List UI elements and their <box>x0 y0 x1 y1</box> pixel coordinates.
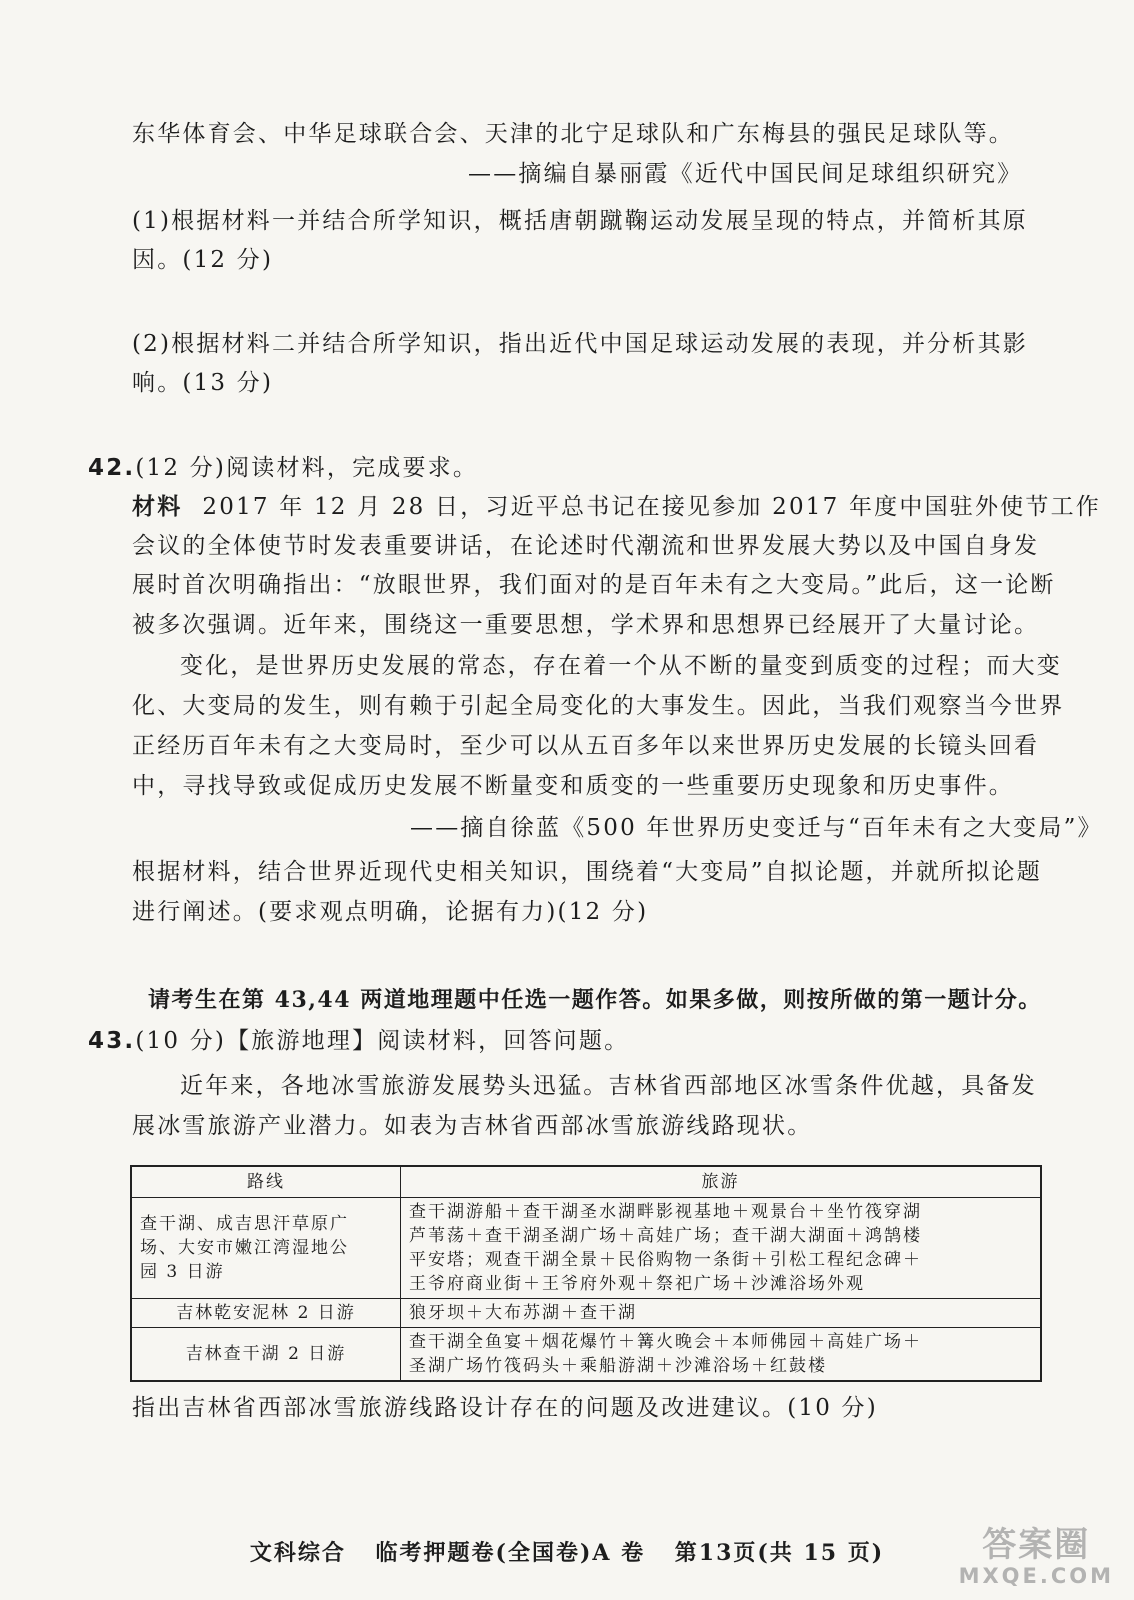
q41-sub1-line1: (1)根据材料一并结合所学知识，概括唐朝蹴鞠运动发展呈现的特点，并简析其原 <box>132 208 1028 234</box>
tour-route-table <box>130 1165 1042 1382</box>
tour-line: 查干湖全鱼宴＋烟花爆竹＋篝火晚会＋本师佛园＋高娃广场＋ <box>409 1332 922 1352</box>
material2-source: ——摘编自暴丽霞《近代中国民间足球组织研究》 <box>468 161 1023 187</box>
q41-sub1-line2: 因。(12 分) <box>132 247 274 273</box>
route-line: 园 3 日游 <box>140 1262 225 1282</box>
q42-p1-line1 <box>132 491 1101 523</box>
footer-paper: 临考押题卷(全国卷)A 卷 <box>375 1540 646 1566</box>
q42-p2-line3: 正经历百年未有之大变局时，至少可以从五百多年以来世界历史发展的长镜头回看 <box>132 733 1040 759</box>
tour-line: 芦苇荡＋查干湖圣湖广场＋高娃广场；查干湖大湖面＋鸿鹄楼 <box>409 1226 922 1246</box>
table-row <box>131 1198 1041 1299</box>
q41-sub2-line1: (2)根据材料二并结合所学知识，指出近代中国足球运动发展的表现，并分析其影 <box>132 331 1028 357</box>
tour-cell <box>401 1328 1042 1382</box>
watermark-logo: 答案圈 <box>982 1525 1091 1565</box>
q43-number: 43. <box>88 1028 136 1054</box>
tour-cell <box>401 1198 1042 1299</box>
q42-p1-line1-text: 2017 年 12 月 28 日，习近平总书记在接见参加 2017 年度中国驻外使节工作 <box>202 494 1101 520</box>
q42-p1-line4: 被多次强调。近年来，围绕这一重要思想，学术界和思想界已经展开了大量讨论。 <box>132 612 1040 638</box>
table-header-route: 路线 <box>131 1166 401 1198</box>
q42-p2-line4: 中，寻找导致或促成历史发展不断量变和质变的一些重要历史现象和历史事件。 <box>132 773 1014 799</box>
route-cell <box>131 1198 401 1299</box>
tour-line: 王爷府商业街＋王爷府外观＋祭祀广场＋沙滩浴场外观 <box>409 1274 865 1294</box>
route-cell <box>131 1299 401 1328</box>
material2-tail: 东华体育会、中华足球联合会、天津的北宁足球队和广东梅县的强民足球队等。 <box>132 121 1014 147</box>
table-header-tour: 旅游 <box>401 1166 1042 1198</box>
q42-task-line2: 进行阐述。(要求观点明确，论据有力)(12 分) <box>132 899 649 925</box>
route-line: 场、大安市嫩江湾湿地公 <box>140 1238 349 1258</box>
table-row <box>131 1328 1041 1382</box>
q42-header <box>88 452 478 484</box>
tour-line: 圣湖广场竹筏码头＋乘船游湖＋沙滩浴场＋红鼓楼 <box>409 1356 827 1376</box>
footer-page-number: 第13页(共 15 页) <box>674 1540 885 1566</box>
route-cell <box>131 1328 401 1382</box>
q42-p2-line1: 变化，是世界历史发展的常态，存在着一个从不断的量变到质变的过程；而大变 <box>180 653 1062 679</box>
q42-material-label: 材料 <box>132 493 183 520</box>
tour-line: 狼牙坝＋大布苏湖＋查干湖 <box>409 1303 637 1323</box>
site-watermark <box>959 1517 1114 1588</box>
choice-note: 请考生在第 43,44 两道地理题中任选一题作答。如果多做，则按所做的第一题计分。 <box>148 987 1042 1013</box>
route-line: 吉林乾安泥林 2 日游 <box>176 1303 356 1323</box>
route-line: 吉林查干湖 2 日游 <box>185 1344 347 1364</box>
q42-number: 42. <box>88 455 136 481</box>
q41-sub2-line2: 响。(13 分) <box>132 370 274 396</box>
tour-line: 平安塔；观查干湖全景＋民俗购物一条街＋引松工程纪念碑＋ <box>409 1250 922 1270</box>
q42-intro: (12 分)阅读材料，完成要求。 <box>135 455 479 481</box>
tour-cell <box>401 1299 1042 1328</box>
q42-p2-line2: 化、大变局的发生，则有赖于引起全局变化的大事发生。因此，当我们观察当今世界 <box>132 693 1065 719</box>
tour-line: 查干湖游船＋查干湖圣水湖畔影视基地＋观景台＋坐竹筏穿湖 <box>409 1202 922 1222</box>
table-row <box>131 1299 1041 1328</box>
q43-p1-line2: 展冰雪旅游产业潜力。如表为吉林省西部冰雪旅游线路现状。 <box>132 1113 813 1139</box>
q43-intro: (10 分)【旅游地理】阅读材料，回答问题。 <box>135 1028 630 1054</box>
q43-p1-line1: 近年来，各地冰雪旅游发展势头迅猛。吉林省西部地区冰雪条件优越，具备发 <box>180 1073 1037 1099</box>
route-line: 查干湖、成吉思汗草原广 <box>140 1214 349 1234</box>
q42-task-line1: 根据材料，结合世界近现代史相关知识，围绕着“大变局”自拟论题，并就所拟论题 <box>132 859 1042 885</box>
q43-task: 指出吉林省西部冰雪旅游线路设计存在的问题及改进建议。(10 分) <box>132 1395 878 1421</box>
q43-header <box>88 1025 629 1057</box>
footer-subject: 文科综合 <box>249 1540 346 1566</box>
q42-source: ——摘自徐蓝《500 年世界历史变迁与“百年未有之大变局”》 <box>410 815 1103 841</box>
q42-p1-line2: 会议的全体使节时发表重要讲话，在论述时代潮流和世界发展大势以及中国自身发 <box>132 533 1040 559</box>
watermark-url: MXQE.COM <box>958 1564 1114 1588</box>
table-header-row <box>131 1166 1041 1198</box>
q42-p1-line3: 展时首次明确指出：“放眼世界，我们面对的是百年未有之大变局。”此后，这一论断 <box>132 572 1056 598</box>
